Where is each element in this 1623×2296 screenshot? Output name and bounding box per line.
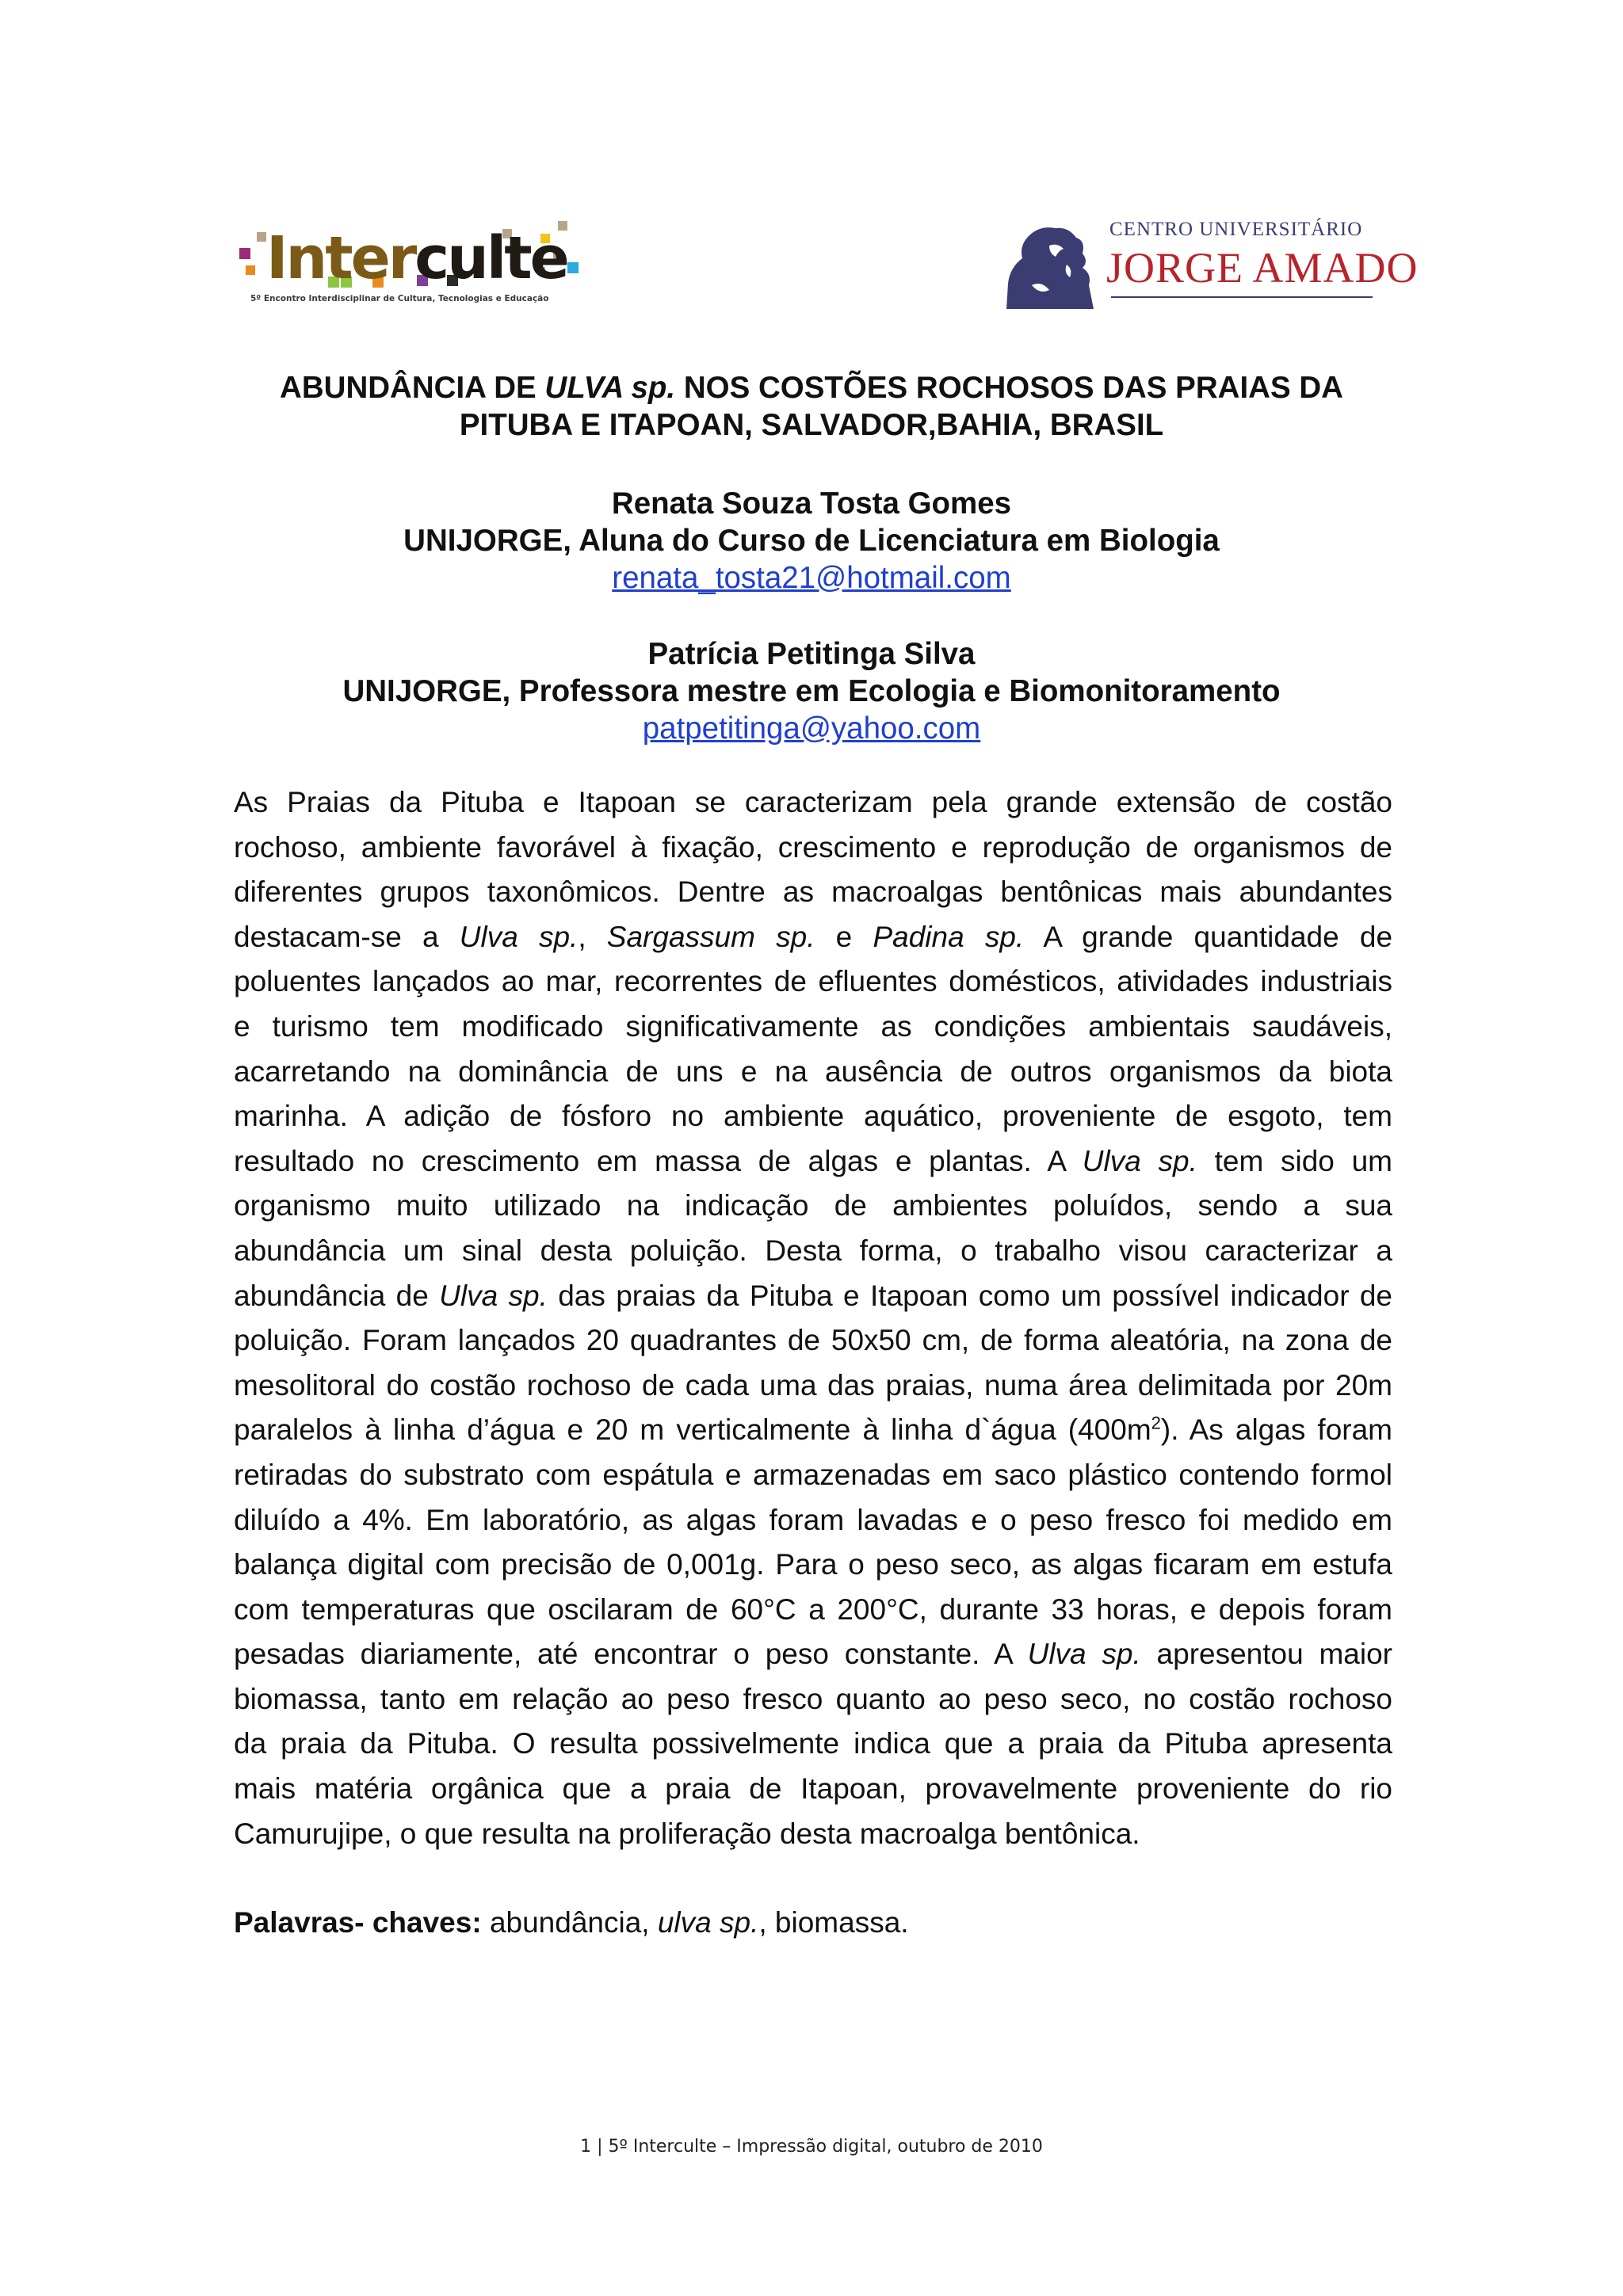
title-line-1: ABUNDÂNCIA DE ULVA sp. NOS COSTÕES ROCHOSOS DAS PRAIAS DA (280, 371, 1343, 405)
abstract-line: diluído a 4%. Em laboratório, as algas foram lavadas e o peso fresco foi medido em (234, 1503, 1392, 1536)
interculte-tagline: 5º Encontro Interdisciplinar de Cultura, Tecnologias e Educação (250, 294, 549, 303)
logo-square (246, 265, 255, 275)
abstract-line: abundância de Ulva sp. das praias da Pituba e Itapoan como um possível indicador de (234, 1279, 1393, 1312)
abstract-line: retiradas do substrato com espátula e armazenadas em saco plástico contendo formol (234, 1458, 1392, 1491)
abstract-line: mesolitoral do costão rochoso de cada uma das praias, numa área delimitada por 20m (234, 1368, 1392, 1402)
page-footer: 1 | 5º Interculte – Impressão digital, outubro de 2010 (580, 2137, 1043, 2157)
abstract-line: acarretando na dominância de uns e na ausência de outros organismos da biota (234, 1055, 1392, 1088)
abstract-line: abundância um sinal desta poluição. Desta forma, o trabalho visou caracterizar a (234, 1234, 1392, 1267)
abstract-line: Camurujipe, o que resulta na proliferação desta macroalga bentônica. (234, 1817, 1140, 1850)
abstract-line: poluição. Foram lançados 20 quadrantes de 50x50 cm, de forma aleatória, na zona de (234, 1324, 1392, 1357)
paper-title (174, 369, 1449, 444)
jorge-amado-silhouette-icon (1000, 222, 1103, 311)
abstract-line: paralelos à linha d’água e 20 m verticalmente à linha d`água $(400m^2)$. As algas foram (234, 1413, 1393, 1447)
logo-square (567, 262, 579, 273)
abstract-line: mais matéria orgânica que a praia de Itapoan, provavelmente proveniente do rio (234, 1772, 1392, 1806)
title-line-2: PITUBA E ITAPOAN, SALVADOR,BAHIA, BRASIL (459, 408, 1164, 442)
abstract-line: poluentes lançados ao mar, recorrentes de efluentes domésticos, atividades industriais (234, 965, 1392, 998)
abstract-line: biomassa, tanto em relação ao peso fresco quanto ao peso seco, no costão rochoso (234, 1682, 1392, 1715)
abstract-body (234, 780, 1392, 1856)
author-block (174, 635, 1449, 747)
author-email-link[interactable]: patpetitinga@yahoo.com (642, 711, 981, 746)
abstract-line: e turismo tem modificado significativamente as condições ambientais saudáveis, (234, 1009, 1392, 1043)
abstract-line: destacam-se a Ulva sp., Sargassum sp. e Padina sp. A grande quantidade de (234, 920, 1393, 953)
abstract-line: diferentes grupos taxonômicos. Dentre as macroalgas bentônicas mais abundantes (234, 875, 1392, 909)
author-affiliation: UNIJORGE, Aluna do Curso de Licenciatura em Biologia (403, 524, 1220, 558)
keywords-label: Palavras- chaves: (234, 1906, 482, 1939)
logo-rule (1111, 296, 1373, 298)
author-email-link[interactable]: renata_tosta21@hotmail.com (612, 561, 1011, 595)
author-block (174, 485, 1449, 597)
abstract-line: pesadas diariamente, até encontrar o peso constante. A Ulva sp. apresentou maior (234, 1638, 1392, 1671)
abstract-line: da praia da Pituba. O resulta possivelmente indica que a praia da Pituba apresenta (234, 1727, 1392, 1760)
logo-subtitle: CENTRO UNIVERSITÁRIO (1109, 219, 1363, 240)
jorge-amado-logo (1000, 215, 1419, 311)
abstract-line: balança digital com precisão de 0,001g. Para o peso seco, as algas ficaram em estufa (234, 1548, 1392, 1581)
logo-square (257, 232, 266, 242)
logo-title: JORGE AMADO (1106, 244, 1419, 292)
author-affiliation: UNIJORGE, Professora mestre em Ecologia e Biomonitoramento (342, 674, 1281, 708)
keywords: Palavras- chaves: abundância, ulva sp., biomassa. (234, 1906, 909, 1939)
abstract-line: marinha. A adição de fósforo no ambiente aquático, proveniente de esgoto, tem (234, 1100, 1392, 1133)
interculte-wordmark: Interculte (266, 224, 567, 292)
interculte-logo (239, 218, 588, 309)
abstract-line: organismo muito utilizado na indicação de ambientes poluídos, sendo a sua (234, 1189, 1392, 1222)
abstract-line: resultado no crescimento em massa de algas e plantas. A Ulva sp. tem sido um (234, 1144, 1393, 1177)
author-name: Renata Souza Tosta Gomes (611, 486, 1012, 521)
author-name: Patrícia Petitinga Silva (647, 637, 976, 671)
abstract-line: As Praias da Pituba e Itapoan se caracterizam pela grande extensão de costão (234, 786, 1392, 818)
abstract-line: rochoso, ambiente favorável à fixação, crescimento e reprodução de organismos de (234, 830, 1392, 864)
abstract-line: com temperaturas que oscilaram de 60°C a 200°C, durante 33 horas, e depois foram (234, 1592, 1392, 1626)
logo-square (239, 248, 250, 259)
